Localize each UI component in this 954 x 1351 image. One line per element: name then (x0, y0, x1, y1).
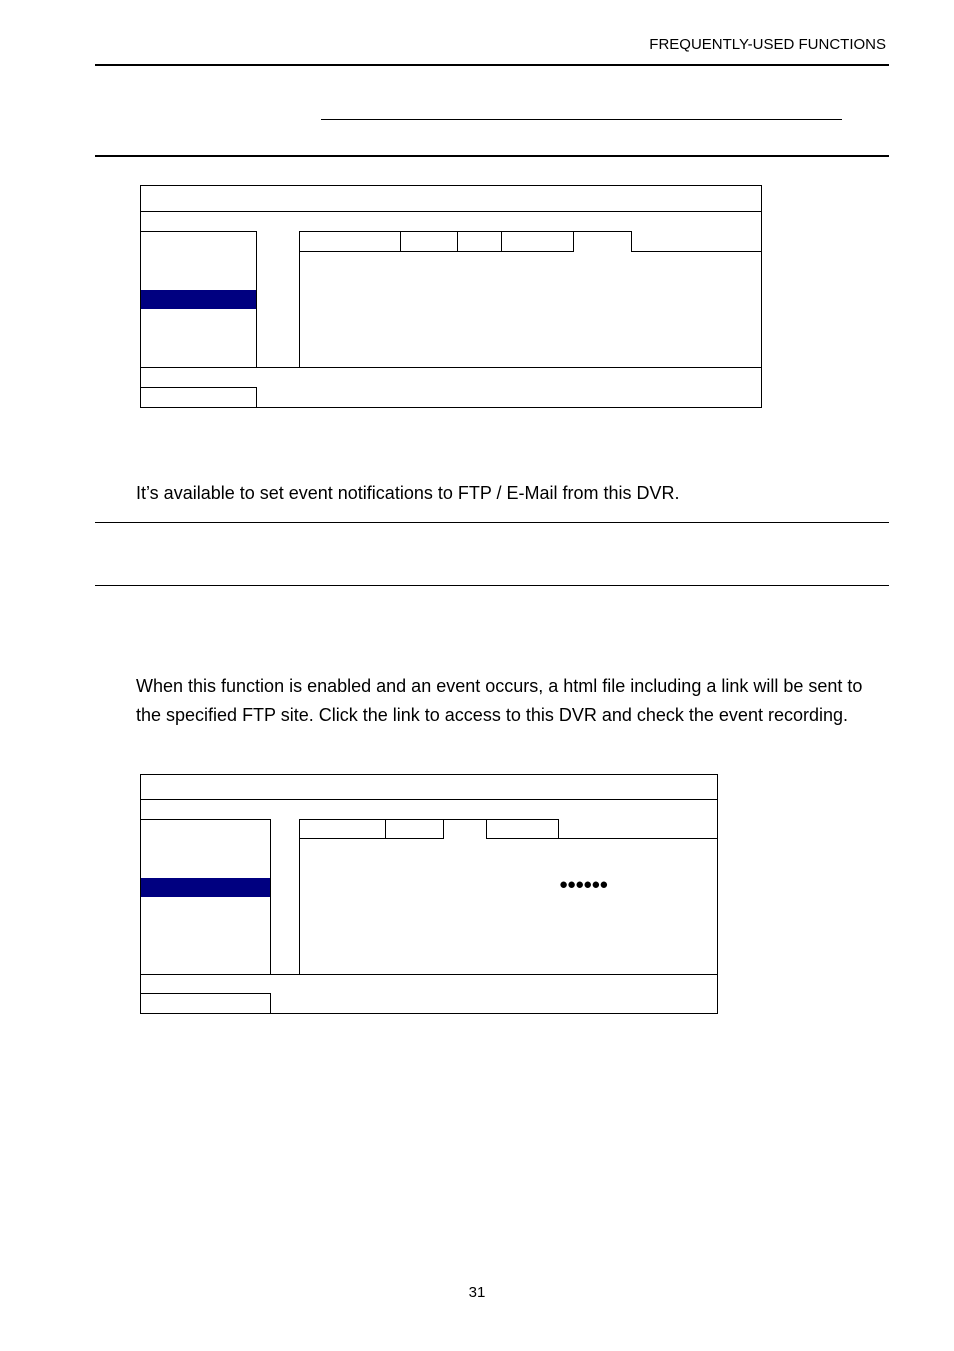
menu2-footer-divider (140, 974, 718, 975)
title-underline (321, 119, 842, 120)
menu1-sidebar-selected-item[interactable] (141, 290, 256, 309)
running-header: FREQUENTLY-USED FUNCTIONS (649, 36, 886, 53)
menu1-footer-divider (140, 367, 762, 368)
menu2-tab-3-active[interactable] (443, 819, 487, 839)
menu1-tab-2[interactable] (400, 231, 458, 252)
section-rule-1 (95, 155, 889, 157)
menu2-tab-1[interactable] (299, 819, 386, 839)
menu1-tab-3[interactable] (457, 231, 502, 252)
menu2-tab-4[interactable] (486, 819, 559, 839)
menu1-title-bar-divider (140, 211, 762, 212)
menu2-content-top-left (299, 838, 444, 839)
menu1-tab-1[interactable] (299, 231, 401, 252)
menu2-tab-2[interactable] (385, 819, 444, 839)
menu2-sidebar (140, 819, 271, 975)
menu2-sidebar-selected-item[interactable] (141, 878, 270, 897)
menu1-content-top-left (299, 251, 574, 252)
menu2-password-mask: ●●●●●● (559, 876, 608, 893)
menu1-exit-button[interactable] (140, 387, 257, 408)
menu2-content-top-right (486, 838, 718, 839)
menu1-tab-4[interactable] (501, 231, 574, 252)
menu2-content-panel (299, 838, 718, 975)
menu2-exit-button[interactable] (140, 993, 271, 1014)
menu2-title-bar-divider (140, 799, 718, 800)
subheading-rule-top (95, 522, 889, 523)
menu1-content-top-right (631, 251, 762, 252)
menu1-tab-5-active[interactable] (573, 231, 632, 252)
ftp-paragraph: When this function is enabled and an event occurs, a html file including a link will be sent to the specified FTP site. Click the link to access to this DVR and check the event recording. (136, 676, 863, 725)
menu1-content-panel (299, 251, 762, 368)
page-number: 31 (468, 1284, 486, 1301)
header-rule (95, 64, 889, 66)
intro-paragraph: It’s available to set event notifications to FTP / E-Mail from this DVR. (136, 483, 680, 503)
subheading-rule-bottom (95, 585, 889, 586)
